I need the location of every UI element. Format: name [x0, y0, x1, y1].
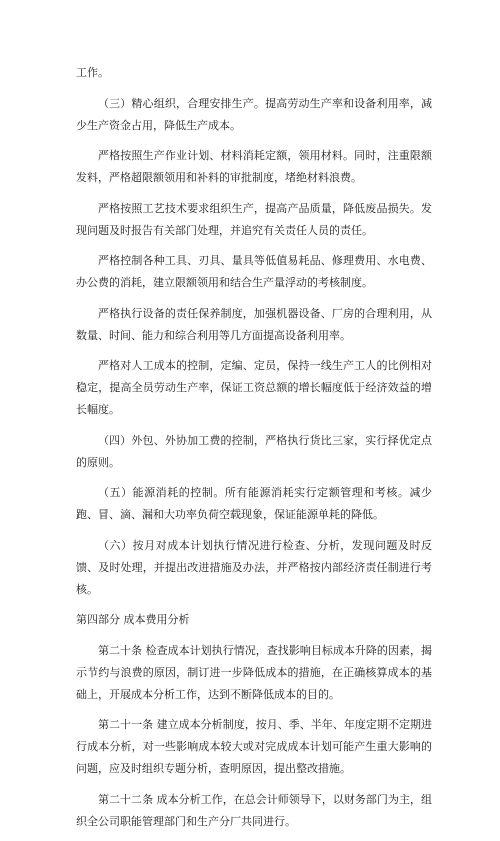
paragraph-6: 严格执行设备的责任保养制度，加强机器设备、厂房的合理利用，从数量、时间、能力和综合利用等几方面提高设备利用率。: [76, 306, 432, 342]
paragraph-2: （三）精心组织，合理安排生产。提高劳动生产率和设备利用率，减少生产资金占用，降低生产成本。: [76, 96, 432, 132]
paragraph-13: 第二十一条 建立成本分析制度，按月、季、半年、年度定期不定期进行成本分析，对一些影响成本较大或对完成成本计划可能产生重大影响的问题，应及时组织专题分析，查明原因，提出整改措施。: [76, 718, 432, 775]
document-body: [0, 62, 500, 841]
paragraph-8: （四）外包、外协加工费的控制，严格执行货比三家，实行择优定点的原则。: [76, 433, 432, 469]
paragraph-10: （六）按月对成本计划执行情况进行检查、分析，发现问题及时反馈、及时处理，并提出改进措施及办法，并严格按内部经济责任制进行考核。: [76, 538, 432, 596]
section-heading: 第四部分 成本费用分析: [76, 613, 190, 626]
paragraph-4: 严格按照工艺技术要求组织生产，提高产品质量，降低废品损失。发现问题及时报告有关部门处理，并追究有关责任人员的责任。: [76, 201, 432, 237]
paragraph-12: 第二十条 检查成本计划执行情况，查找影响目标成本升降的因素，揭示节约与浪费的原因，制订进一步降低成本的措施，在正确核算成本的基础上，开展成本分析工作，达到不断降低成本的目的。: [76, 643, 432, 701]
paragraph-3: 严格按照生产作业计划、材料消耗定额，领用材料。同时，注重限额发料，严格超限额领用和补料的审批制度，堵绝材料浪费。: [76, 149, 432, 184]
paragraph-5: 严格控制各种工具、刃具、量具等低值易耗品、修理费用、水电费、办公费的消耗，建立限额领用和结合生产量浮动的考核制度。: [76, 254, 432, 289]
paragraph-14: 第二十二条 成本分析工作，在总会计师领导下，以财务部门为主，组织全公司职能管理部门和生产分厂共同进行。: [76, 792, 432, 828]
paragraph-9: （五）能源消耗的控制。所有能源消耗实行定额管理和考核。减少跑、冒、滴、漏和大功率负荷空载现象，保证能源单耗的降低。: [76, 486, 432, 521]
paragraph-1: 工作。: [76, 66, 109, 79]
paragraph-7: 严格对人工成本的控制，定编、定员，保持一线生产工人的比例相对稳定，提高全员劳动生产率，保证工资总额的增长幅度低于经济效益的增长幅度。: [76, 359, 432, 416]
